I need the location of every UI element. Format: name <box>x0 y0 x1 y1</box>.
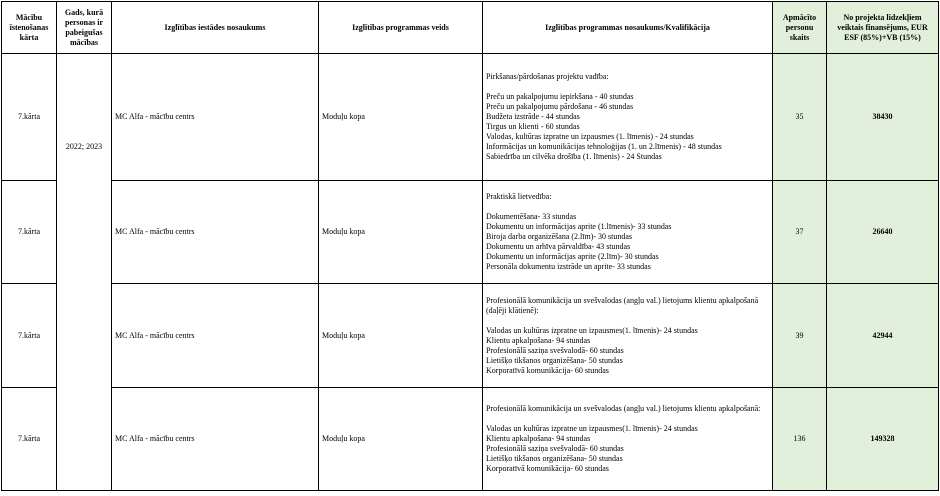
module-line: Profesionālā saziņa svešvalodā- 60 stundas <box>486 444 624 453</box>
skaits-cell: 35 <box>773 54 827 181</box>
header-iestade: Izglītības iestādes nosaukums <box>112 2 319 54</box>
module-line: Korporatīvā komunikācija- 60 stundas <box>486 365 609 375</box>
module-line: Korporatīvā komunikācija- 60 stundas <box>486 464 609 473</box>
module-line: Informācijas un komunikācijas tehnoloģijas (1. un 2.līmenis) - 48 stundas <box>486 142 722 151</box>
skaits-cell: 136 <box>773 388 827 491</box>
header-finansejums: No projekta līdzekļiem veiktais finansējums, EUR ESF (85%)+VB (15%) <box>827 2 939 54</box>
finansejums-cell: 149328 <box>827 388 939 491</box>
program-title: Praktiskā lietvedība: <box>486 192 552 201</box>
table-row <box>2 181 939 284</box>
finansejums-cell: 38430 <box>827 54 939 181</box>
finansejums-cell: 26640 <box>827 181 939 284</box>
veids-cell: Moduļu kopa <box>319 54 483 181</box>
veids-cell: Moduļu kopa <box>319 181 483 284</box>
header-year: Gads, kurā personas ir pabeigušas mācības <box>57 2 112 54</box>
iestade-cell: MC Alfa - mācību centrs <box>112 388 319 491</box>
module-line: Sabiedrība un cilvēka drošība (1. līmenis) - 24 Stundas <box>486 152 662 161</box>
program-title: Profesionālā komunikācija un svešvalodas (angļu val.) lietojums klientu apkalpošanā: <box>486 404 761 413</box>
header-row <box>2 2 939 54</box>
programma-cell <box>483 181 773 284</box>
table-row <box>2 284 939 388</box>
module-line: Lietišķo tikšanos organizēšana- 50 stundas <box>486 454 623 463</box>
header-veids: Izglītības programmas veids <box>319 2 483 54</box>
programma-cell <box>483 54 773 181</box>
programma-cell <box>483 388 773 491</box>
module-line: Tirgus un klienti - 60 stundas <box>486 122 580 131</box>
iestade-cell: MC Alfa - mācību centrs <box>112 284 319 388</box>
programma-cell <box>483 284 773 388</box>
module-line: Dokumentu un arhīva pārvaldība- 43 stundas <box>486 242 631 251</box>
module-line: Valodas, kultūras izpratne un izpausmes (1. līmenis) - 24 stundas <box>486 132 694 141</box>
iestade-cell: MC Alfa - mācību centrs <box>112 181 319 284</box>
module-line: Dokumentēšana- 33 stundas <box>486 212 577 221</box>
table-row <box>2 54 939 181</box>
module-line: Lietišķo tikšanos organizēšana- 50 stundas <box>486 355 623 365</box>
program-title: Pirkšanas/pārdošanas projektu vadība: <box>486 72 609 81</box>
module-line: Profesionālā saziņa svešvalodā- 60 stundas <box>486 345 624 355</box>
skaits-cell: 37 <box>773 181 827 284</box>
karta-cell: 7.kārta <box>2 284 57 388</box>
module-line: Klientu apkalpošana- 94 stundas <box>486 434 591 443</box>
iestade-cell: MC Alfa - mācību centrs <box>112 54 319 181</box>
finansejums-cell: 42944 <box>827 284 939 388</box>
header-karta: Mācību īstenošanas kārta <box>2 2 57 54</box>
skaits-cell: 39 <box>773 284 827 388</box>
module-line: Dokumentu un informācijas aprite (1.līmenis)- 33 stundas <box>486 222 672 231</box>
module-line: Biroja darba organizēšana (2.līm)- 30 stundas <box>486 232 633 241</box>
module-line: Budžeta izstrāde - 44 stundas <box>486 112 580 121</box>
veids-cell: Moduļu kopa <box>319 388 483 491</box>
karta-cell: 7.kārta <box>2 388 57 491</box>
header-programma: Izglītības programmas nosaukums/Kvalifikācija <box>483 2 773 54</box>
module-line: Preču un pakalpojumu iepirkšana - 40 stundas <box>486 92 634 101</box>
header-skaits: Apmācīto personu skaits <box>773 2 827 54</box>
module-line: Personāla dokumentu izstrāde un aprite- 33 stundas <box>486 262 651 271</box>
module-line: Klientu apkalpošana- 94 stundas <box>486 335 591 345</box>
karta-cell: 7.kārta <box>2 54 57 181</box>
module-line: Dokumentu un informācijas aprite (2.līm)- 30 stundas <box>486 252 659 261</box>
module-line: Valodas un kultūras izpratne un izpausmes(1. līmenis)- 24 stundas <box>486 325 698 335</box>
year-cell: 2022; 2023 <box>57 54 112 491</box>
veids-cell: Moduļu kopa <box>319 284 483 388</box>
module-line: Valodas un kultūras izpratne un izpausmes(1. līmenis)- 24 stundas <box>486 424 698 433</box>
karta-cell: 7.kārta <box>2 181 57 284</box>
program-title: Profesionālā komunikācija un svešvalodas (angļu val.) lietojums klientu apkalpošanā (daļēji klātienē): <box>486 295 759 315</box>
module-line: Preču un pakalpojumu pārdošana - 46 stundas <box>486 102 634 111</box>
training-table <box>1 1 939 491</box>
table-row <box>2 388 939 491</box>
